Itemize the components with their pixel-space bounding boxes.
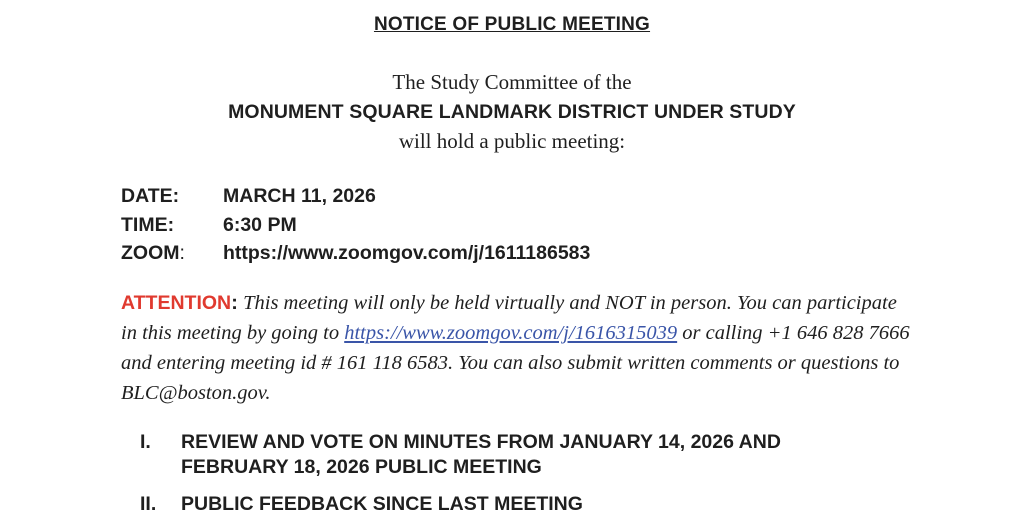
zoom-row: [121, 239, 921, 268]
date-label: DATE:: [121, 185, 180, 207]
intro-line-committee: The Study Committee of the: [392, 70, 632, 94]
district-name: MONUMENT SQUARE LANDMARK DISTRICT UNDER STUDY: [228, 100, 796, 123]
zoom-link[interactable]: https://www.zoomgov.com/j/1611186583: [223, 242, 591, 264]
agenda-item-number: II.: [140, 493, 157, 512]
intro-line-meeting: will hold a public meeting:: [398, 129, 626, 153]
agenda-list: [140, 430, 900, 512]
date-row: [121, 182, 921, 211]
attention-paragraph: [121, 288, 911, 408]
time-row: [121, 211, 921, 240]
zoom-label-wrapper: [121, 239, 223, 268]
zoom-colon: :: [179, 242, 185, 264]
zoom-label: ZOOM: [121, 242, 180, 264]
date-value: MARCH 11, 2026: [223, 185, 376, 207]
time-label: TIME:: [121, 213, 175, 236]
meeting-details: [121, 182, 921, 268]
attention-zoom-link[interactable]: https://www.zoomgov.com/j/1616315039: [344, 322, 678, 344]
attention-text-before-link: This meeting will only be held virtually and NOT in person. You can participate in this meeting by going to: [121, 292, 897, 344]
intro-block: [0, 68, 1024, 157]
attention-text-after-link: or calling +1 646 828 7666 and entering meeting id # 161 118 6583. You can also submit written comments or questions to BLC@boston.gov.: [121, 322, 910, 404]
agenda-item-text: REVIEW AND VOTE ON MINUTES FROM JANUARY 14, 2026 AND FEBRUARY 18, 2026 PUBLIC MEETING: [181, 431, 781, 478]
agenda-item: [140, 430, 900, 480]
notice-title: NOTICE OF PUBLIC MEETING: [373, 14, 651, 35]
attention-label: ATTENTION: [121, 292, 232, 314]
agenda-item-number: I.: [140, 431, 151, 453]
agenda-item: [140, 492, 900, 512]
time-value: 6:30 PM: [223, 213, 297, 236]
attention-colon: :: [231, 291, 238, 314]
agenda-item-text: PUBLIC FEEDBACK SINCE LAST MEETING: [181, 493, 583, 512]
